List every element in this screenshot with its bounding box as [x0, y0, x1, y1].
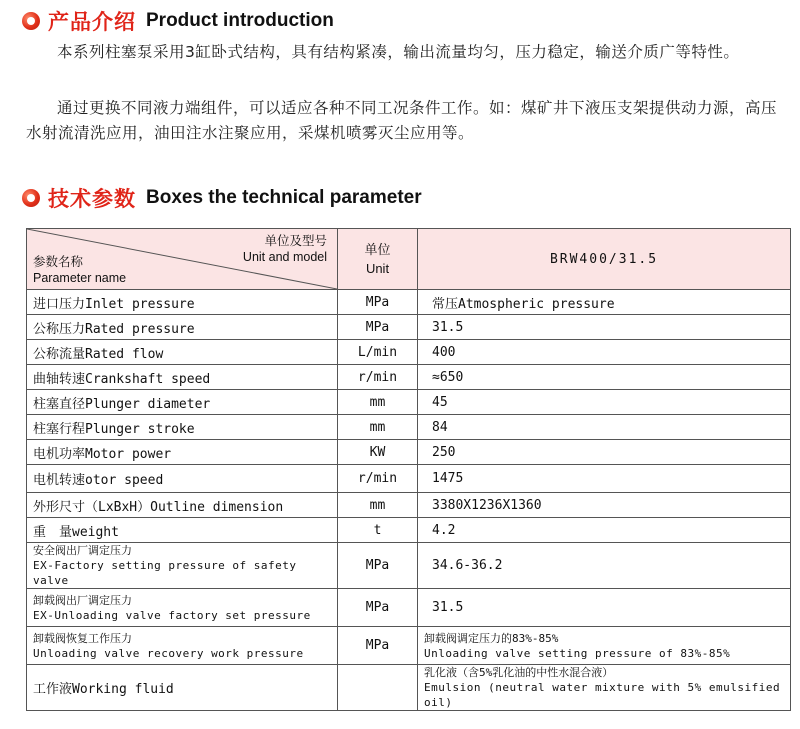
tech-title-cn: 技术参数: [48, 187, 136, 211]
intro-title-en: Product introduction: [146, 10, 334, 31]
param-name: 外形尺寸（LxBxH）Outline dimension: [27, 493, 338, 518]
table-row: [27, 315, 791, 340]
param-name-en: Unloading valve recovery work pressure: [33, 646, 304, 660]
table-row: [27, 665, 791, 711]
param-value: 1475: [418, 465, 791, 493]
param-name: 重 量weight: [27, 518, 338, 543]
param-value: [418, 665, 791, 711]
param-name-cn: 卸载阀出厂调定压力: [33, 593, 132, 607]
table-row: [27, 493, 791, 518]
param-unit: MPa: [338, 315, 418, 340]
header-unit-model-cn: 单位及型号: [264, 234, 327, 248]
param-unit: mm: [338, 390, 418, 415]
intro-heading: [22, 6, 334, 36]
param-unit: mm: [338, 493, 418, 518]
param-name-en: EX-Unloading valve factory set pressure: [33, 608, 311, 622]
param-value: 4.2: [418, 518, 791, 543]
intro-title-cn: 产品介绍: [48, 10, 136, 34]
table-row: [27, 365, 791, 390]
param-name-en: EX-Factory setting pressure of safety valve: [33, 559, 297, 587]
spec-table: [26, 228, 791, 711]
param-value: 3380X1236X1360: [418, 493, 791, 518]
tech-title-en: Boxes the technical parameter: [146, 187, 422, 208]
table-row: [27, 465, 791, 493]
circle-bullet-icon: [22, 189, 40, 207]
param-unit: mm: [338, 415, 418, 440]
param-name-cn: 卸载阀恢复工作压力: [33, 631, 132, 645]
param-name: 柱塞行程Plunger stroke: [27, 415, 338, 440]
table-header-row: [27, 229, 791, 290]
param-value: ≈650: [418, 365, 791, 390]
param-name: 电机功率Motor power: [27, 440, 338, 465]
param-value-en: Unloading valve setting pressure of 83%-85%: [424, 646, 731, 660]
table-row: [27, 627, 791, 665]
intro-paragraph-1: 本系列柱塞泵采用3缸卧式结构，具有结构紧凑，输出流量均匀，压力稳定，输送介质广等特性。: [57, 43, 740, 61]
param-value: 常压Atmospheric pressure: [418, 290, 791, 315]
param-name: 电机转速otor speed: [27, 465, 338, 493]
table-row: [27, 589, 791, 627]
param-unit: MPa: [338, 627, 418, 665]
header-unit-cell: [338, 229, 418, 290]
param-unit: MPa: [338, 589, 418, 627]
header-param-en: Parameter name: [33, 271, 127, 285]
intro-paragraph-2: 通过更换不同液力端组件，可以适应各种不同工况条件工作。如：煤矿井下液压支架提供动力源，高压水射流清洗应用，油田注水注聚应用，采煤机喷雾灭尘应用等。: [26, 99, 778, 142]
header-unit-model-en: Unit and model: [242, 250, 327, 264]
table-row: [27, 518, 791, 543]
param-name: 公称压力Rated pressure: [27, 315, 338, 340]
param-name: 曲轴转速Crankshaft speed: [27, 365, 338, 390]
param-name-cn: 安全阀出厂调定压力: [33, 544, 132, 557]
param-value: 31.5: [418, 589, 791, 627]
tech-heading: [22, 183, 422, 213]
param-value-cn: 卸载阀调定压力的83%-85%: [424, 631, 559, 645]
param-unit: KW: [338, 440, 418, 465]
header-model-cell: BRW400/31.5: [418, 229, 791, 290]
param-value: 250: [418, 440, 791, 465]
param-value: 400: [418, 340, 791, 365]
param-value-cn: 乳化液（含5%乳化油的中性水混合液）: [424, 666, 614, 679]
param-value: 31.5: [418, 315, 791, 340]
param-value: 45: [418, 390, 791, 415]
table-row: [27, 390, 791, 415]
param-name: [27, 589, 338, 627]
param-name: 柱塞直径Plunger diameter: [27, 390, 338, 415]
param-value: 34.6-36.2: [418, 543, 791, 589]
param-unit: r/min: [338, 465, 418, 493]
table-row: [27, 415, 791, 440]
param-name: [27, 627, 338, 665]
param-name: 工作液Working fluid: [27, 665, 338, 711]
header-param-name: [33, 254, 126, 286]
param-unit: t: [338, 518, 418, 543]
param-unit: r/min: [338, 365, 418, 390]
param-unit: MPa: [338, 290, 418, 315]
header-unit-cn: 单位: [364, 242, 391, 257]
param-name: [27, 543, 338, 589]
header-unit-en: Unit: [365, 261, 390, 276]
header-diagonal-cell: [27, 229, 338, 290]
param-name: 公称流量Rated flow: [27, 340, 338, 365]
header-param-cn: 参数名称: [33, 255, 84, 269]
param-value: 84: [418, 415, 791, 440]
param-unit: L/min: [338, 340, 418, 365]
table-row: [27, 340, 791, 365]
param-unit: MPa: [338, 543, 418, 589]
table-row: [27, 440, 791, 465]
circle-bullet-icon: [22, 12, 40, 30]
param-name: 进口压力Inlet pressure: [27, 290, 338, 315]
table-row: [27, 290, 791, 315]
param-unit: [338, 665, 418, 711]
param-value: [418, 627, 791, 665]
table-row: [27, 543, 791, 589]
param-value-en: Emulsion (neutral water mixture with 5% emulsified oil): [424, 681, 781, 709]
header-unit-model: [243, 233, 327, 265]
